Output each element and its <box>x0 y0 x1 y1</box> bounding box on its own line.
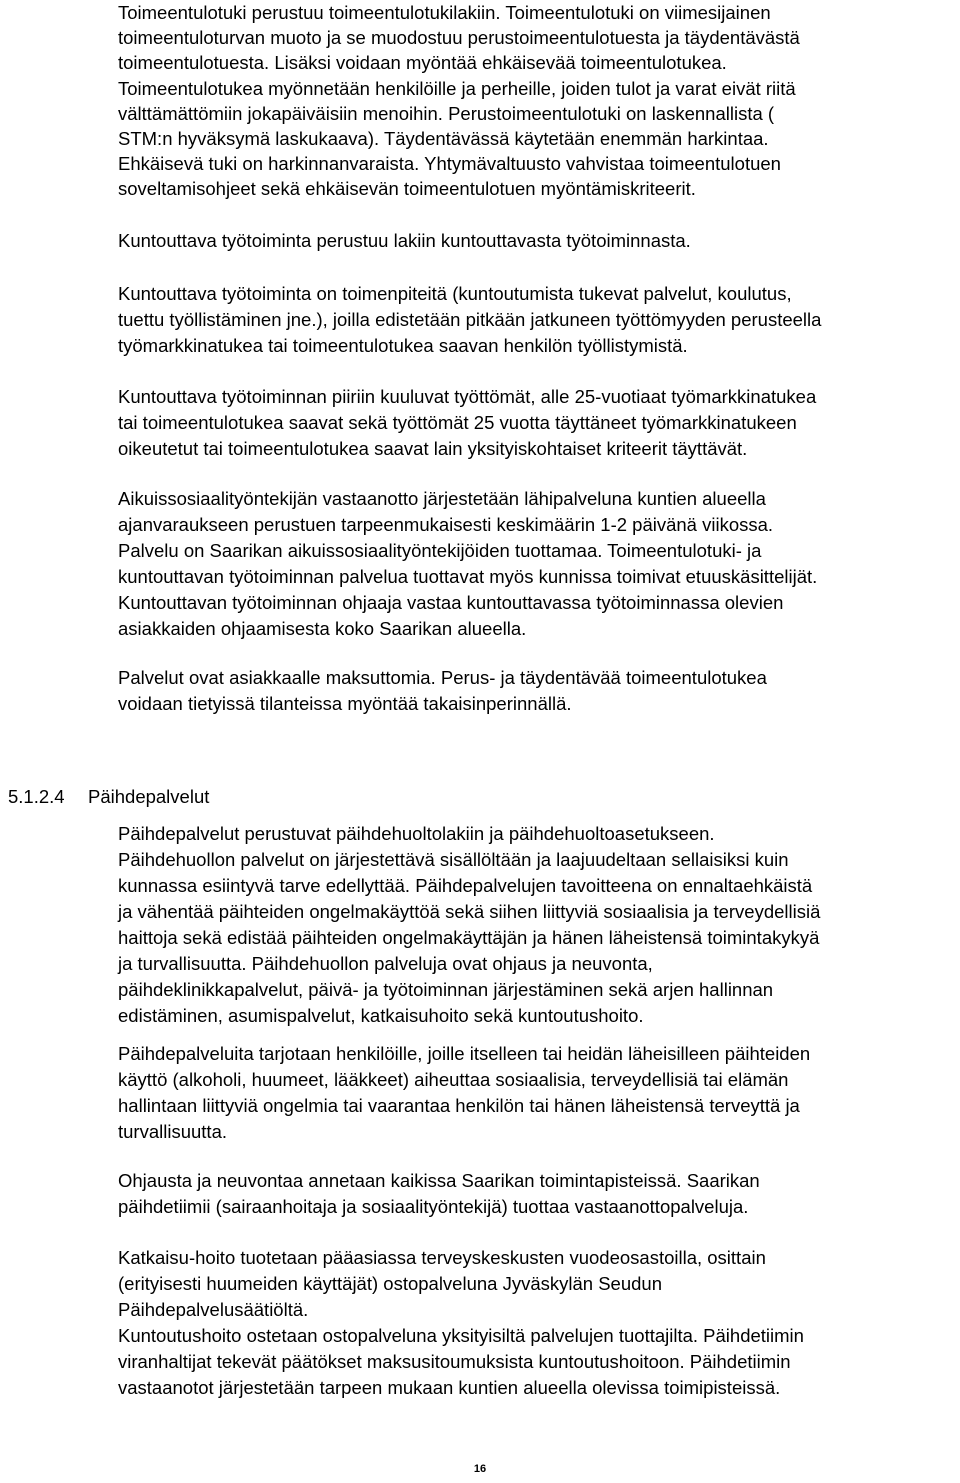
paragraph-kuntouttava-maaritelma: Kuntouttava työtoiminta on toimenpiteitä (kuntoutumista tukevat palvelut, koulutus, tuettu työllistäminen jne.), joilla edistetään pitkään jatkuneen työttömyyden perusteella työmarkkinatukea tai toimeentulotukea saavan henkilön työllistymistä. <box>118 283 822 356</box>
page-number: 16 <box>473 1463 487 1475</box>
section-heading <box>0 784 900 810</box>
paragraph-maksuttomuus: Palvelut ovat asiakkaalle maksuttomia. Perus- ja täydentävää toimeentulotukea voidaan tietyissä tilanteissa myöntää takaisinperinnällä. <box>118 667 767 714</box>
paragraph-kuntouttava-piiri: Kuntouttava työtoiminnan piiriin kuuluvat työttömät, alle 25-vuotiaat työmarkkinatukea tai toimeentulotukea saavat sekä työttömät 25 vuotta täyttäneet työmarkkinatukeen oikeutetut tai toimeentulotukea saavat lain yksityiskohtaiset kriteerit täyttävät. <box>118 386 817 459</box>
section-title: Päihdepalvelut <box>88 786 210 807</box>
paragraph-ohjaus-neuvonta: Ohjausta ja neuvontaa annetaan kaikissa Saarikan toimintapisteissä. Saarikan päihdetiimii (sairaanhoitaja ja sosiaalityöntekijä) tuottaa vastaanottopalveluja. <box>118 1170 760 1217</box>
section-number: 5.1.2.4 <box>8 786 65 807</box>
paragraph-katkaisu-kuntoutus: Katkaisu-hoito tuotetaan pääasiassa terveyskeskusten vuodeosastoilla, osittain (erityisesti huumeiden käyttäjät) ostopalveluna Jyväskylän Seudun Päihdepalvelusäätiöltä. Kuntoutushoito ostetaan ostopalveluna yksityisiltä palvelujen tuottajilta. Päihdetiimin viranhaltijat tekevät päätökset maksusitoumuksista kuntoutushoitoon. Päihdetiimin vastaanotot järjestetään tarpeen mukaan kuntien alueella olevissa toimipisteissä. <box>118 1247 804 1398</box>
paragraph-paihdepalvelut-perusta: Päihdepalvelut perustuvat päihdehuoltolakiin ja päihdehuoltoasetukseen. Päihdehuollon palvelut on järjestettävä sisällöltään ja laajuudeltaan sellaisiksi kuin kunnassa esiintyvä tarve edellyttää. Päihdepalvelujen tavoitteena on ennaltaehkäistä ja vähentää päihteiden ongelmakäyttöä sekä siihen liittyviä sosiaalisia ja terveydellisiä haittoja sekä edistää päihteiden ongelmakäyttäjän ja hänen läheistensä toimintakykyä ja turvallisuutta. Päihdehuollon palveluja ovat ohjaus ja neuvonta, päihdeklinikkapalvelut, päivä- ja työtoiminnan järjestäminen sekä arjen hallinnan edistäminen, asumispalvelut, katkaisuhoito sekä kuntoutushoito. <box>118 823 821 1026</box>
paragraph-aikuissosiaalityo: Aikuissosiaalityöntekijän vastaanotto järjestetään lähipalveluna kuntien alueella ajanvaraukseen perustuen tarpeenmukaisesti keskimäärin 1-2 päivänä viikossa. Palvelu on Saarikan aikuissosiaalityöntekijöiden tuottamaa. Toimeentulotuki- ja kuntouttavan työtoiminnan palvelua tuottavat myös kunnissa toimivat etuuskäsittelijät. Kuntouttavan työtoiminnan ohjaaja vastaa kuntouttavassa työtoiminnassa olevien asiakkaiden ohjaamisesta koko Saarikan alueella. <box>118 488 818 639</box>
paragraph-kuntouttava-laki: Kuntouttava työtoiminta perustuu lakiin kuntouttavasta työtoiminnasta. <box>118 230 691 251</box>
paragraph-paihdepalvelut-kohderyhma: Päihdepalveluita tarjotaan henkilöille, joille itselleen tai heidän läheisilleen päihteiden käyttö (alkoholi, huumeet, lääkkeet) aiheuttaa sosiaalisia, terveydellisiä tai elämän hallintaan liittyviä ongelmia tai vaarantaa henkilön tai hänen läheistensä terveyttä ja turvallisuutta. <box>118 1043 811 1142</box>
paragraph-toimeentulotuki: Toimeentulotuki perustuu toimeentulotukilakiin. Toimeentulotuki on viimesijainen toimeentuloturvan muoto ja se muodostuu perustoimeentulotuesta ja täydentävästä toimeentulotuesta. Lisäksi voidaan myöntää ehkäisevää toimeentulotukea. Toimeentulotukea myönnetään henkilöille ja perheille, joiden tulot ja varat eivät riitä välttämättömiin jokapäiväisiin menoihin. Perustoimeentulotuki on laskennallista ( STM:n hyväksymä laskukaava). Täydentävässä käytetään enemmän harkintaa. Ehkäisevä tuki on harkinnanvaraista. Yhtymävaltuusto vahvistaa toimeentulotuen soveltamisohjeet sekä ehkäisevän toimeentulotuen myöntämiskriteerit. <box>118 2 800 200</box>
